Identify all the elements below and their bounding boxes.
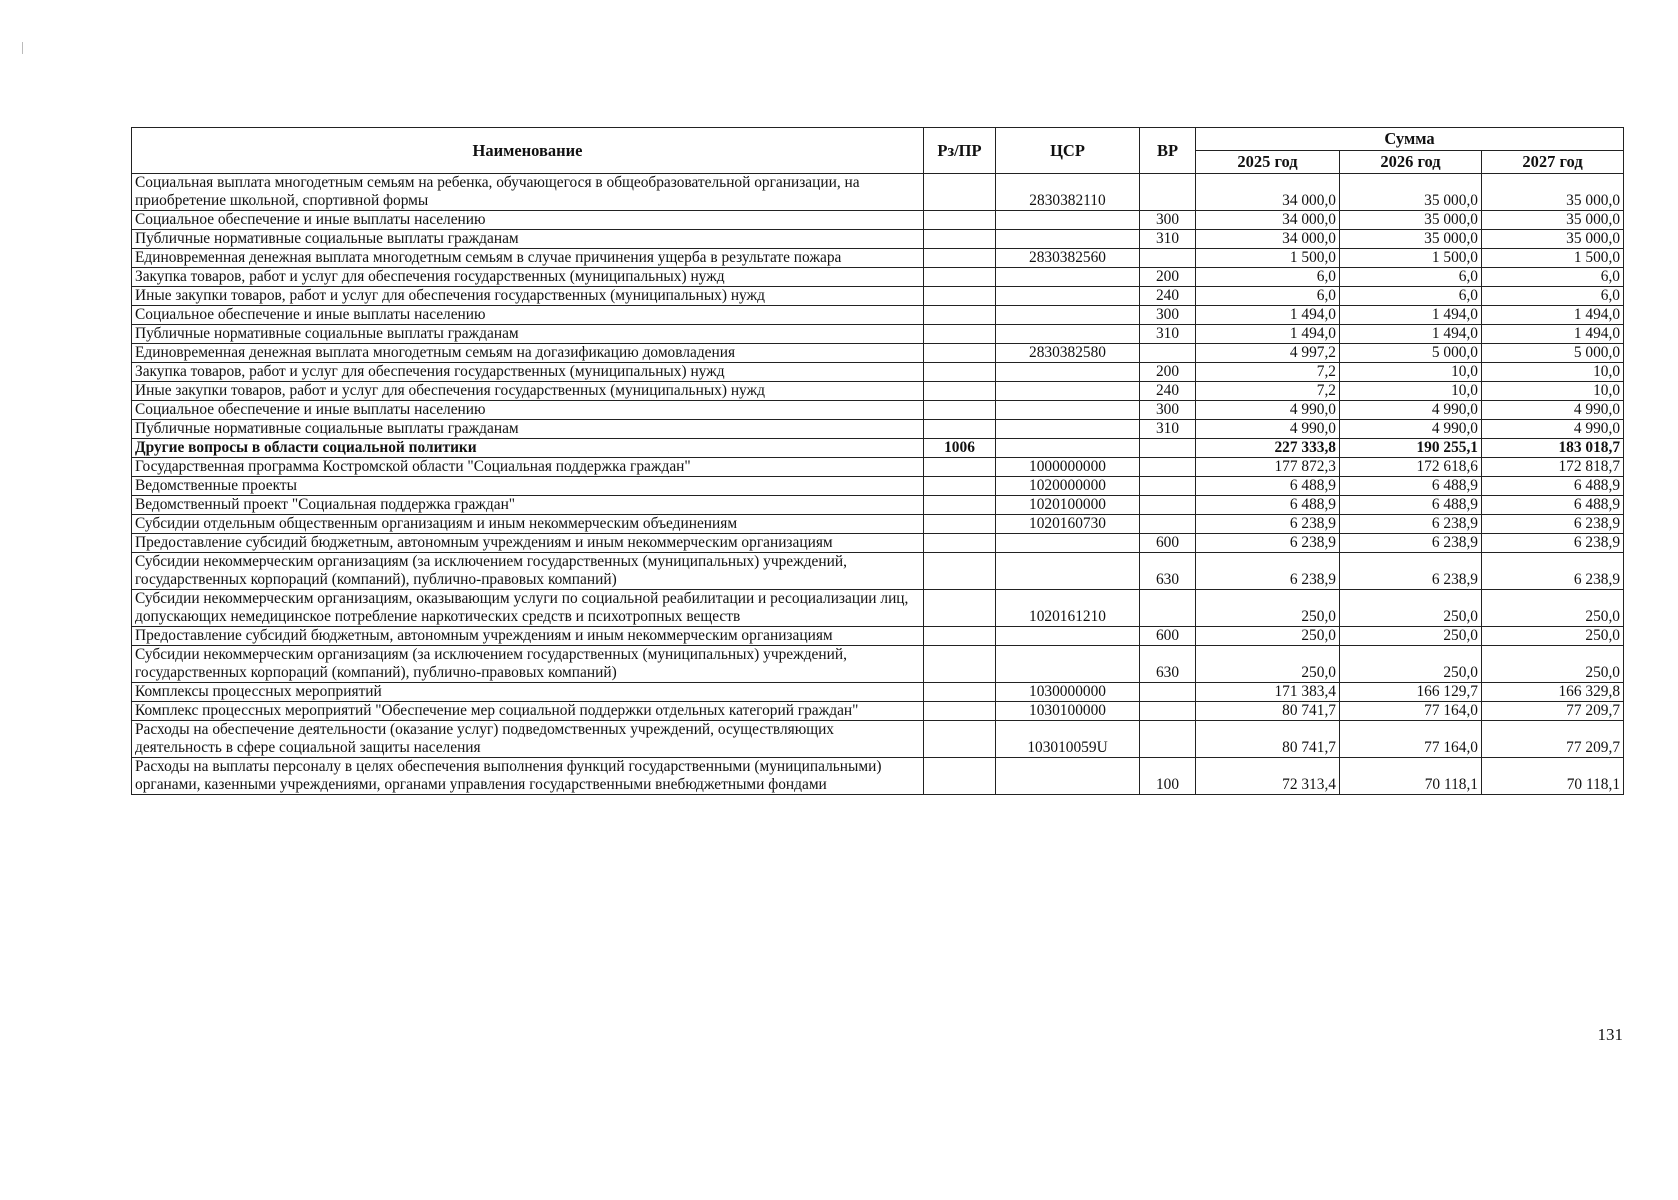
table-row bbox=[132, 496, 1624, 515]
cell-name: Закупка товаров, работ и услуг для обеспечения государственных (муниципальных) нужд bbox=[132, 363, 924, 382]
cell-csr: 2830382110 bbox=[996, 174, 1140, 211]
cell-rz bbox=[924, 230, 996, 249]
cell-rz bbox=[924, 174, 996, 211]
cell-csr bbox=[996, 627, 1140, 646]
cell-name: Государственная программа Костромской области "Социальная поддержка граждан" bbox=[132, 458, 924, 477]
cell-name: Субсидии отдельным общественным организациям и иным некоммерческим объединениям bbox=[132, 515, 924, 534]
cell-vr: 600 bbox=[1140, 534, 1196, 553]
cell-2026: 166 129,7 bbox=[1340, 683, 1482, 702]
cell-2026: 1 500,0 bbox=[1340, 249, 1482, 268]
cell-name: Предоставление субсидий бюджетным, автономным учреждениям и иным некоммерческим организациям bbox=[132, 534, 924, 553]
header-sum: Сумма bbox=[1196, 128, 1624, 151]
cell-csr: 1020160730 bbox=[996, 515, 1140, 534]
cell-2026: 6 488,9 bbox=[1340, 496, 1482, 515]
cell-name: Предоставление субсидий бюджетным, автономным учреждениям и иным некоммерческим организациям bbox=[132, 627, 924, 646]
table-row bbox=[132, 268, 1624, 287]
table-row bbox=[132, 439, 1624, 458]
cell-rz bbox=[924, 534, 996, 553]
cell-vr: 310 bbox=[1140, 230, 1196, 249]
cell-csr bbox=[996, 439, 1140, 458]
table-row bbox=[132, 401, 1624, 420]
cell-2027: 4 990,0 bbox=[1482, 420, 1624, 439]
cell-2025: 6 238,9 bbox=[1196, 515, 1340, 534]
table-row bbox=[132, 306, 1624, 325]
cell-csr: 2830382580 bbox=[996, 344, 1140, 363]
header-name: Наименование bbox=[132, 128, 924, 174]
cell-2026: 5 000,0 bbox=[1340, 344, 1482, 363]
cell-2027: 6,0 bbox=[1482, 287, 1624, 306]
cell-name: Иные закупки товаров, работ и услуг для обеспечения государственных (муниципальных) нужд bbox=[132, 382, 924, 401]
cell-name: Публичные нормативные социальные выплаты гражданам bbox=[132, 230, 924, 249]
cell-2026: 77 164,0 bbox=[1340, 721, 1482, 758]
cell-2026: 172 618,6 bbox=[1340, 458, 1482, 477]
cell-vr: 300 bbox=[1140, 306, 1196, 325]
cell-csr: 1020000000 bbox=[996, 477, 1140, 496]
cell-rz bbox=[924, 683, 996, 702]
table-row bbox=[132, 382, 1624, 401]
cell-2027: 35 000,0 bbox=[1482, 211, 1624, 230]
cell-csr bbox=[996, 382, 1140, 401]
scan-edge-mark bbox=[22, 42, 23, 54]
cell-rz bbox=[924, 306, 996, 325]
cell-rz: 1006 bbox=[924, 439, 996, 458]
table-row bbox=[132, 515, 1624, 534]
header-rz: Рз/ПР bbox=[924, 128, 996, 174]
cell-2025: 1 500,0 bbox=[1196, 249, 1340, 268]
budget-table bbox=[131, 127, 1624, 795]
cell-2025: 72 313,4 bbox=[1196, 758, 1340, 795]
cell-2026: 250,0 bbox=[1340, 646, 1482, 683]
cell-vr: 600 bbox=[1140, 627, 1196, 646]
cell-name: Ведомственные проекты bbox=[132, 477, 924, 496]
cell-2026: 70 118,1 bbox=[1340, 758, 1482, 795]
cell-vr bbox=[1140, 683, 1196, 702]
cell-2025: 6 238,9 bbox=[1196, 534, 1340, 553]
cell-2027: 4 990,0 bbox=[1482, 401, 1624, 420]
cell-vr: 200 bbox=[1140, 268, 1196, 287]
cell-2027: 1 494,0 bbox=[1482, 306, 1624, 325]
cell-2025: 250,0 bbox=[1196, 627, 1340, 646]
cell-2025: 6,0 bbox=[1196, 287, 1340, 306]
cell-rz bbox=[924, 325, 996, 344]
table-row bbox=[132, 721, 1624, 758]
cell-csr bbox=[996, 325, 1140, 344]
cell-vr: 100 bbox=[1140, 758, 1196, 795]
cell-2025: 80 741,7 bbox=[1196, 721, 1340, 758]
cell-2025: 7,2 bbox=[1196, 363, 1340, 382]
cell-vr: 630 bbox=[1140, 646, 1196, 683]
cell-2027: 10,0 bbox=[1482, 382, 1624, 401]
cell-name: Ведомственный проект "Социальная поддержка граждан" bbox=[132, 496, 924, 515]
table-row bbox=[132, 758, 1624, 795]
cell-vr bbox=[1140, 515, 1196, 534]
cell-2025: 34 000,0 bbox=[1196, 230, 1340, 249]
table-row bbox=[132, 420, 1624, 439]
cell-2026: 1 494,0 bbox=[1340, 306, 1482, 325]
cell-2027: 70 118,1 bbox=[1482, 758, 1624, 795]
cell-2027: 1 494,0 bbox=[1482, 325, 1624, 344]
cell-2026: 6 238,9 bbox=[1340, 553, 1482, 590]
cell-vr: 240 bbox=[1140, 287, 1196, 306]
cell-2025: 1 494,0 bbox=[1196, 325, 1340, 344]
cell-csr bbox=[996, 420, 1140, 439]
table-row bbox=[132, 627, 1624, 646]
cell-rz bbox=[924, 553, 996, 590]
cell-2025: 171 383,4 bbox=[1196, 683, 1340, 702]
cell-name: Единовременная денежная выплата многодетным семьям на догазификацию домовладения bbox=[132, 344, 924, 363]
cell-csr bbox=[996, 758, 1140, 795]
cell-rz bbox=[924, 627, 996, 646]
cell-name: Субсидии некоммерческим организациям (за исключением государственных (муниципальных) учреждений, государственных корпораций (компаний), публично-правовых компаний) bbox=[132, 646, 924, 683]
cell-vr: 310 bbox=[1140, 420, 1196, 439]
cell-name: Расходы на выплаты персоналу в целях обеспечения выполнения функций государственными (муниципальными) органами, казенными учреждениями, органами управления государственными внебюджетными фондами bbox=[132, 758, 924, 795]
cell-csr bbox=[996, 268, 1140, 287]
cell-name: Социальная выплата многодетным семьям на ребенка, обучающегося в общеобразовательной организации, на приобретение школьной, спортивной формы bbox=[132, 174, 924, 211]
header-2027: 2027 год bbox=[1482, 151, 1624, 174]
cell-2027: 35 000,0 bbox=[1482, 230, 1624, 249]
table-row bbox=[132, 553, 1624, 590]
cell-name: Социальное обеспечение и иные выплаты населению bbox=[132, 306, 924, 325]
table-row bbox=[132, 230, 1624, 249]
cell-vr: 300 bbox=[1140, 401, 1196, 420]
cell-2026: 10,0 bbox=[1340, 363, 1482, 382]
table-body bbox=[132, 174, 1624, 795]
cell-2025: 1 494,0 bbox=[1196, 306, 1340, 325]
cell-2027: 6 238,9 bbox=[1482, 534, 1624, 553]
cell-2026: 35 000,0 bbox=[1340, 211, 1482, 230]
cell-vr: 310 bbox=[1140, 325, 1196, 344]
cell-rz bbox=[924, 420, 996, 439]
cell-2027: 77 209,7 bbox=[1482, 702, 1624, 721]
cell-csr: 1020100000 bbox=[996, 496, 1140, 515]
cell-2025: 6 238,9 bbox=[1196, 553, 1340, 590]
cell-2026: 190 255,1 bbox=[1340, 439, 1482, 458]
cell-rz bbox=[924, 496, 996, 515]
cell-2025: 34 000,0 bbox=[1196, 174, 1340, 211]
cell-2025: 6 488,9 bbox=[1196, 477, 1340, 496]
cell-2025: 177 872,3 bbox=[1196, 458, 1340, 477]
cell-2025: 4 990,0 bbox=[1196, 420, 1340, 439]
cell-2026: 250,0 bbox=[1340, 590, 1482, 627]
cell-2027: 250,0 bbox=[1482, 627, 1624, 646]
cell-csr bbox=[996, 646, 1140, 683]
cell-vr bbox=[1140, 458, 1196, 477]
cell-vr bbox=[1140, 721, 1196, 758]
cell-2025: 4 997,2 bbox=[1196, 344, 1340, 363]
cell-2027: 250,0 bbox=[1482, 646, 1624, 683]
cell-csr: 1000000000 bbox=[996, 458, 1140, 477]
cell-rz bbox=[924, 382, 996, 401]
table-row bbox=[132, 702, 1624, 721]
cell-name: Субсидии некоммерческим организациям (за исключением государственных (муниципальных) учреждений, государственных корпораций (компаний), публично-правовых компаний) bbox=[132, 553, 924, 590]
cell-2026: 250,0 bbox=[1340, 627, 1482, 646]
cell-rz bbox=[924, 363, 996, 382]
cell-2027: 77 209,7 bbox=[1482, 721, 1624, 758]
cell-2025: 227 333,8 bbox=[1196, 439, 1340, 458]
cell-rz bbox=[924, 211, 996, 230]
cell-2025: 34 000,0 bbox=[1196, 211, 1340, 230]
cell-name: Субсидии некоммерческим организациям, оказывающим услуги по социальной реабилитации и ресоциализации лиц, допускающих немедицинское потребление наркотических средств и психотропных веществ bbox=[132, 590, 924, 627]
cell-rz bbox=[924, 758, 996, 795]
header-vr: ВР bbox=[1140, 128, 1196, 174]
cell-2026: 1 494,0 bbox=[1340, 325, 1482, 344]
cell-2027: 1 500,0 bbox=[1482, 249, 1624, 268]
table-row bbox=[132, 590, 1624, 627]
cell-2027: 6 488,9 bbox=[1482, 477, 1624, 496]
cell-name: Иные закупки товаров, работ и услуг для обеспечения государственных (муниципальных) нужд bbox=[132, 287, 924, 306]
cell-vr bbox=[1140, 702, 1196, 721]
header-csr: ЦСР bbox=[996, 128, 1140, 174]
cell-2026: 35 000,0 bbox=[1340, 230, 1482, 249]
cell-2025: 7,2 bbox=[1196, 382, 1340, 401]
cell-rz bbox=[924, 702, 996, 721]
cell-2026: 10,0 bbox=[1340, 382, 1482, 401]
cell-csr: 1020161210 bbox=[996, 590, 1140, 627]
cell-vr bbox=[1140, 590, 1196, 627]
cell-2026: 35 000,0 bbox=[1340, 174, 1482, 211]
cell-csr bbox=[996, 306, 1140, 325]
cell-name: Комплекс процессных мероприятий "Обеспечение мер социальной поддержки отдельных категорий граждан" bbox=[132, 702, 924, 721]
table-row bbox=[132, 325, 1624, 344]
cell-name: Социальное обеспечение и иные выплаты населению bbox=[132, 401, 924, 420]
cell-2027: 6,0 bbox=[1482, 268, 1624, 287]
cell-vr bbox=[1140, 249, 1196, 268]
cell-rz bbox=[924, 401, 996, 420]
cell-rz bbox=[924, 646, 996, 683]
header-2026: 2026 год bbox=[1340, 151, 1482, 174]
cell-2026: 6 488,9 bbox=[1340, 477, 1482, 496]
cell-rz bbox=[924, 344, 996, 363]
table-row bbox=[132, 211, 1624, 230]
table-header bbox=[132, 128, 1624, 174]
cell-2026: 6,0 bbox=[1340, 287, 1482, 306]
cell-vr bbox=[1140, 344, 1196, 363]
cell-rz bbox=[924, 590, 996, 627]
cell-vr bbox=[1140, 174, 1196, 211]
table-row bbox=[132, 287, 1624, 306]
cell-2026: 4 990,0 bbox=[1340, 401, 1482, 420]
cell-rz bbox=[924, 249, 996, 268]
cell-vr bbox=[1140, 496, 1196, 515]
cell-2025: 250,0 bbox=[1196, 590, 1340, 627]
cell-csr bbox=[996, 211, 1140, 230]
cell-2025: 80 741,7 bbox=[1196, 702, 1340, 721]
table-row bbox=[132, 458, 1624, 477]
cell-2026: 4 990,0 bbox=[1340, 420, 1482, 439]
cell-rz bbox=[924, 721, 996, 758]
page-number: 131 bbox=[1597, 1025, 1623, 1044]
cell-2027: 35 000,0 bbox=[1482, 174, 1624, 211]
cell-vr bbox=[1140, 439, 1196, 458]
table-row bbox=[132, 344, 1624, 363]
cell-rz bbox=[924, 268, 996, 287]
cell-rz bbox=[924, 515, 996, 534]
cell-name: Расходы на обеспечение деятельности (оказание услуг) подведомственных учреждений, осуществляющих деятельность в сфере социальной защиты населения bbox=[132, 721, 924, 758]
cell-2027: 183 018,7 bbox=[1482, 439, 1624, 458]
table-row bbox=[132, 683, 1624, 702]
cell-csr bbox=[996, 287, 1140, 306]
cell-vr: 300 bbox=[1140, 211, 1196, 230]
cell-2026: 77 164,0 bbox=[1340, 702, 1482, 721]
cell-vr bbox=[1140, 477, 1196, 496]
cell-2027: 172 818,7 bbox=[1482, 458, 1624, 477]
cell-csr bbox=[996, 553, 1140, 590]
cell-2027: 166 329,8 bbox=[1482, 683, 1624, 702]
cell-2025: 6 488,9 bbox=[1196, 496, 1340, 515]
cell-2025: 4 990,0 bbox=[1196, 401, 1340, 420]
cell-2027: 250,0 bbox=[1482, 590, 1624, 627]
cell-csr: 2830382560 bbox=[996, 249, 1140, 268]
cell-csr: 103010059U bbox=[996, 721, 1140, 758]
cell-name: Комплексы процессных мероприятий bbox=[132, 683, 924, 702]
cell-2027: 6 238,9 bbox=[1482, 515, 1624, 534]
cell-name: Закупка товаров, работ и услуг для обеспечения государственных (муниципальных) нужд bbox=[132, 268, 924, 287]
cell-rz bbox=[924, 458, 996, 477]
cell-2026: 6 238,9 bbox=[1340, 534, 1482, 553]
table-row bbox=[132, 363, 1624, 382]
table-row bbox=[132, 249, 1624, 268]
cell-rz bbox=[924, 477, 996, 496]
cell-2027: 5 000,0 bbox=[1482, 344, 1624, 363]
cell-name: Другие вопросы в области социальной политики bbox=[132, 439, 924, 458]
cell-2026: 6 238,9 bbox=[1340, 515, 1482, 534]
cell-2027: 6 238,9 bbox=[1482, 553, 1624, 590]
cell-2025: 6,0 bbox=[1196, 268, 1340, 287]
cell-name: Публичные нормативные социальные выплаты гражданам bbox=[132, 325, 924, 344]
cell-csr bbox=[996, 401, 1140, 420]
table-row bbox=[132, 174, 1624, 211]
cell-2026: 6,0 bbox=[1340, 268, 1482, 287]
cell-vr: 240 bbox=[1140, 382, 1196, 401]
table-row bbox=[132, 477, 1624, 496]
cell-csr: 1030100000 bbox=[996, 702, 1140, 721]
table-row bbox=[132, 534, 1624, 553]
cell-rz bbox=[924, 287, 996, 306]
cell-csr bbox=[996, 230, 1140, 249]
cell-name: Социальное обеспечение и иные выплаты населению bbox=[132, 211, 924, 230]
cell-2027: 6 488,9 bbox=[1482, 496, 1624, 515]
header-2025: 2025 год bbox=[1196, 151, 1340, 174]
table-row bbox=[132, 646, 1624, 683]
cell-vr: 200 bbox=[1140, 363, 1196, 382]
cell-2027: 10,0 bbox=[1482, 363, 1624, 382]
cell-name: Единовременная денежная выплата многодетным семьям в случае причинения ущерба в результате пожара bbox=[132, 249, 924, 268]
cell-csr bbox=[996, 534, 1140, 553]
cell-vr: 630 bbox=[1140, 553, 1196, 590]
cell-name: Публичные нормативные социальные выплаты гражданам bbox=[132, 420, 924, 439]
cell-csr: 1030000000 bbox=[996, 683, 1140, 702]
cell-csr bbox=[996, 363, 1140, 382]
cell-2025: 250,0 bbox=[1196, 646, 1340, 683]
